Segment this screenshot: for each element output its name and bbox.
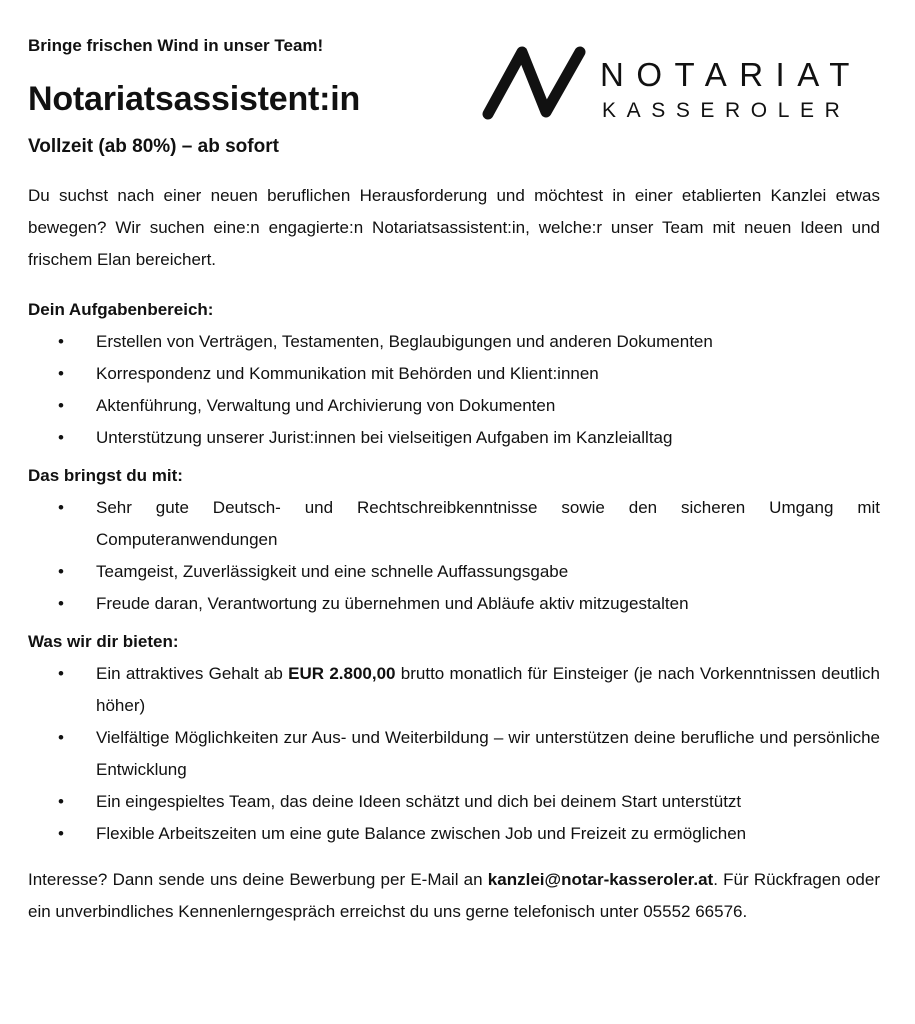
- bullet-icon: •: [58, 562, 64, 581]
- requirements-heading: Das bringst du mit:: [28, 466, 183, 485]
- list-item: • Teamgeist, Zuverlässigkeit und eine schnelle Auffassungsgabe: [28, 556, 880, 588]
- requirements-list: [28, 492, 880, 620]
- closing-paragraph: Interesse? Dann sende uns deine Bewerbung per E-Mail an kanzlei@notar-kasseroler.at. Für Rückfragen oder ein unverbindliches Kennenlerngespräch erreichst du uns gerne telefonisch unter 05552 66576.: [28, 870, 880, 921]
- list-item-salary: • Ein attraktives Gehalt ab EUR 2.800,00 brutto monatlich für Einsteiger (je nach Vorkenntnissen deutlich höher): [28, 658, 880, 722]
- main-content: [28, 180, 880, 928]
- bullet-icon: •: [58, 824, 64, 843]
- email-link[interactable]: kanzlei@notar-kasseroler.at: [487, 870, 714, 889]
- list-item: • Unterstützung unserer Jurist:innen bei vielseitigen Aufgaben im Kanzleialltag: [28, 422, 880, 454]
- list-item: • Sehr gute Deutsch- und Rechtschreibkenntnisse sowie den sicheren Umgang mit Computeranwendungen: [28, 492, 880, 556]
- bullet-icon: •: [58, 728, 64, 747]
- list-item: • Erstellen von Verträgen, Testamenten, Beglaubigungen und anderen Dokumenten: [28, 326, 880, 358]
- salary-amount: EUR 2.800,00: [288, 664, 396, 683]
- logo-line-kasseroler: KASSEROLER: [602, 99, 851, 122]
- intro-paragraph: Du suchst nach einer neuen beruflichen Herausforderung und möchtest in einer etablierten Kanzlei etwas bewegen? Wir suchen eine:n engagierte:n Notariatsassistent:in, welche:r unser Team mit neuen Ideen und frischem Elan bereichert.: [28, 186, 880, 269]
- list-item: • Ein eingespieltes Team, das deine Ideen schätzt und dich bei deinem Start unterstützt: [28, 786, 880, 818]
- offer-heading: Was wir dir bieten:: [28, 632, 179, 651]
- requirements-section: [28, 460, 880, 620]
- tasks-section: [28, 294, 880, 454]
- stylized-n-logo-icon: [480, 42, 590, 122]
- logo-line-notariat: NOTARIAT: [600, 56, 862, 93]
- subtitle: Vollzeit (ab 80%) – ab sofort: [28, 136, 279, 157]
- list-item: • Aktenführung, Verwaltung und Archivierung von Dokumenten: [28, 390, 880, 422]
- offer-section: [28, 626, 880, 850]
- bullet-icon: •: [58, 792, 64, 811]
- list-item: • Flexible Arbeitszeiten um eine gute Balance zwischen Job und Freizeit zu ermöglichen: [28, 818, 880, 850]
- bullet-icon: •: [58, 428, 64, 447]
- bullet-icon: •: [58, 332, 64, 351]
- list-item: • Freude daran, Verantwortung zu übernehmen und Abläufe aktiv mitzugestalten: [28, 588, 880, 620]
- bullet-icon: •: [58, 364, 64, 383]
- bullet-icon: •: [58, 664, 64, 683]
- offer-list: [28, 658, 880, 850]
- bullet-icon: •: [58, 594, 64, 613]
- bullet-icon: •: [58, 498, 64, 517]
- list-item: • Vielfältige Möglichkeiten zur Aus- und Weiterbildung – wir unterstützen deine berufliche und persönliche Entwicklung: [28, 722, 880, 786]
- tasks-heading: Dein Aufgabenbereich:: [28, 300, 214, 319]
- page-title: Notariatsassistent:in: [28, 80, 361, 118]
- notariat-logo: [480, 42, 880, 128]
- bullet-icon: •: [58, 396, 64, 415]
- list-item: • Korrespondenz und Kommunikation mit Behörden und Klient:innen: [28, 358, 880, 390]
- kicker-text: Bringe frischen Wind in unser Team!: [28, 36, 324, 55]
- tasks-list: [28, 326, 880, 454]
